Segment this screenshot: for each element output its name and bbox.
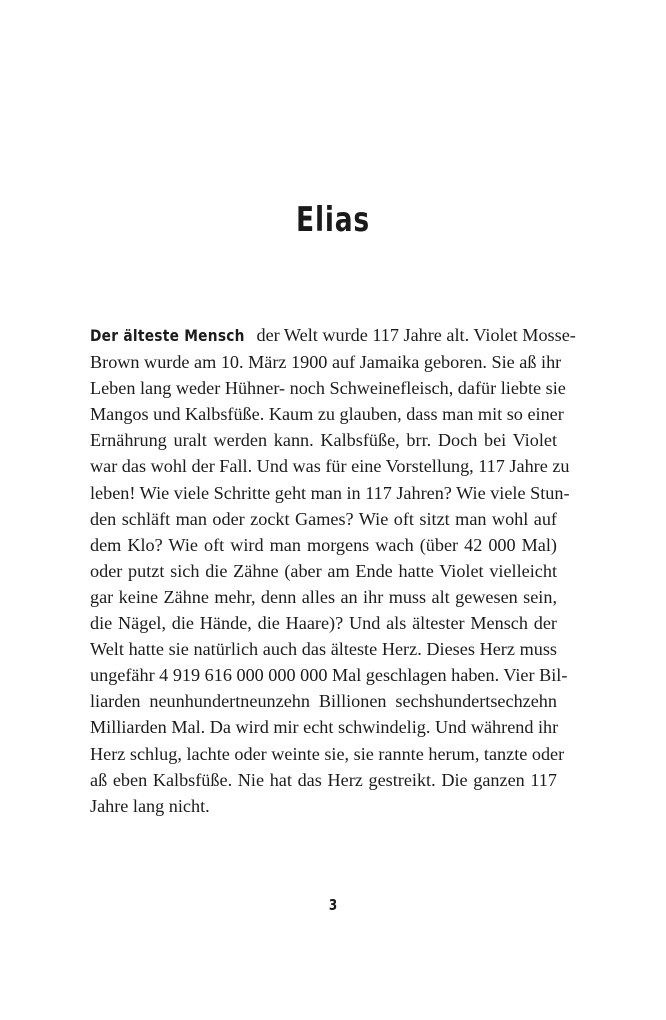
text-line: leben! Wie viele Schritte geht man in 117 Jahren? Wie viele Stun- xyxy=(90,482,570,503)
text-line: Brown wurde am 10. März 1900 auf Jamaika geboren. Sie aß ihr xyxy=(90,352,562,373)
text-line: Ernährung uralt werden kann. Kalbsfüße, brr. Doch bei Violet xyxy=(90,430,557,451)
text-line: liarden neunhundertneunzehn Billionen sechshundertsechzehn xyxy=(90,691,557,712)
text-line: Leben lang weder Hühner- noch Schweinefleisch, dafür liebte sie xyxy=(90,378,566,399)
page-number: 3 xyxy=(328,896,338,914)
text-line: Welt hatte sie natürlich auch das älteste Herz. Dieses Herz muss xyxy=(90,639,557,660)
chapter-body xyxy=(90,322,576,819)
text-line: Milliarden Mal. Da wird mir echt schwindelig. Und während ihr xyxy=(90,717,559,738)
text-line-content: der Welt wurde 117 Jahre alt. Violet Mosse- xyxy=(251,325,576,345)
lead-in-phrase: Der älteste Mensch xyxy=(90,326,245,345)
chapter-title: Elias xyxy=(296,200,370,240)
text-line: Herz schlug, lachte oder weinte sie, sie rannte herum, tanzte oder xyxy=(90,743,565,764)
text-line: ungefähr 4 919 616 000 000 000 Mal geschlagen haben. Vier Bil- xyxy=(90,665,568,686)
text-line: die Nägel, die Hände, die Haare)? Und als ältester Mensch der xyxy=(90,613,557,634)
text-line: war das wohl der Fall. Und was für eine Vorstellung, 117 Jahre zu xyxy=(90,456,570,477)
text-line: den schläft man oder zockt Games? Wie oft sitzt man wohl auf xyxy=(90,508,557,529)
text-line: Jahre lang nicht. xyxy=(90,795,210,816)
text-line: gar keine Zähne mehr, denn alles an ihr muss alt gewesen sein, xyxy=(90,586,557,607)
text-line: dem Klo? Wie oft wird man morgens wach (über 42 000 Mal) xyxy=(90,534,557,555)
text-line: oder putzt sich die Zähne (aber am Ende hatte Violet vielleicht xyxy=(90,560,557,581)
text-line: Mangos und Kalbsfüße. Kaum zu glauben, dass man mit so einer xyxy=(90,404,564,425)
text-line: aß eben Kalbsfüße. Nie hat das Herz gestreikt. Die ganzen 117 xyxy=(90,769,557,790)
text-line xyxy=(90,322,576,349)
